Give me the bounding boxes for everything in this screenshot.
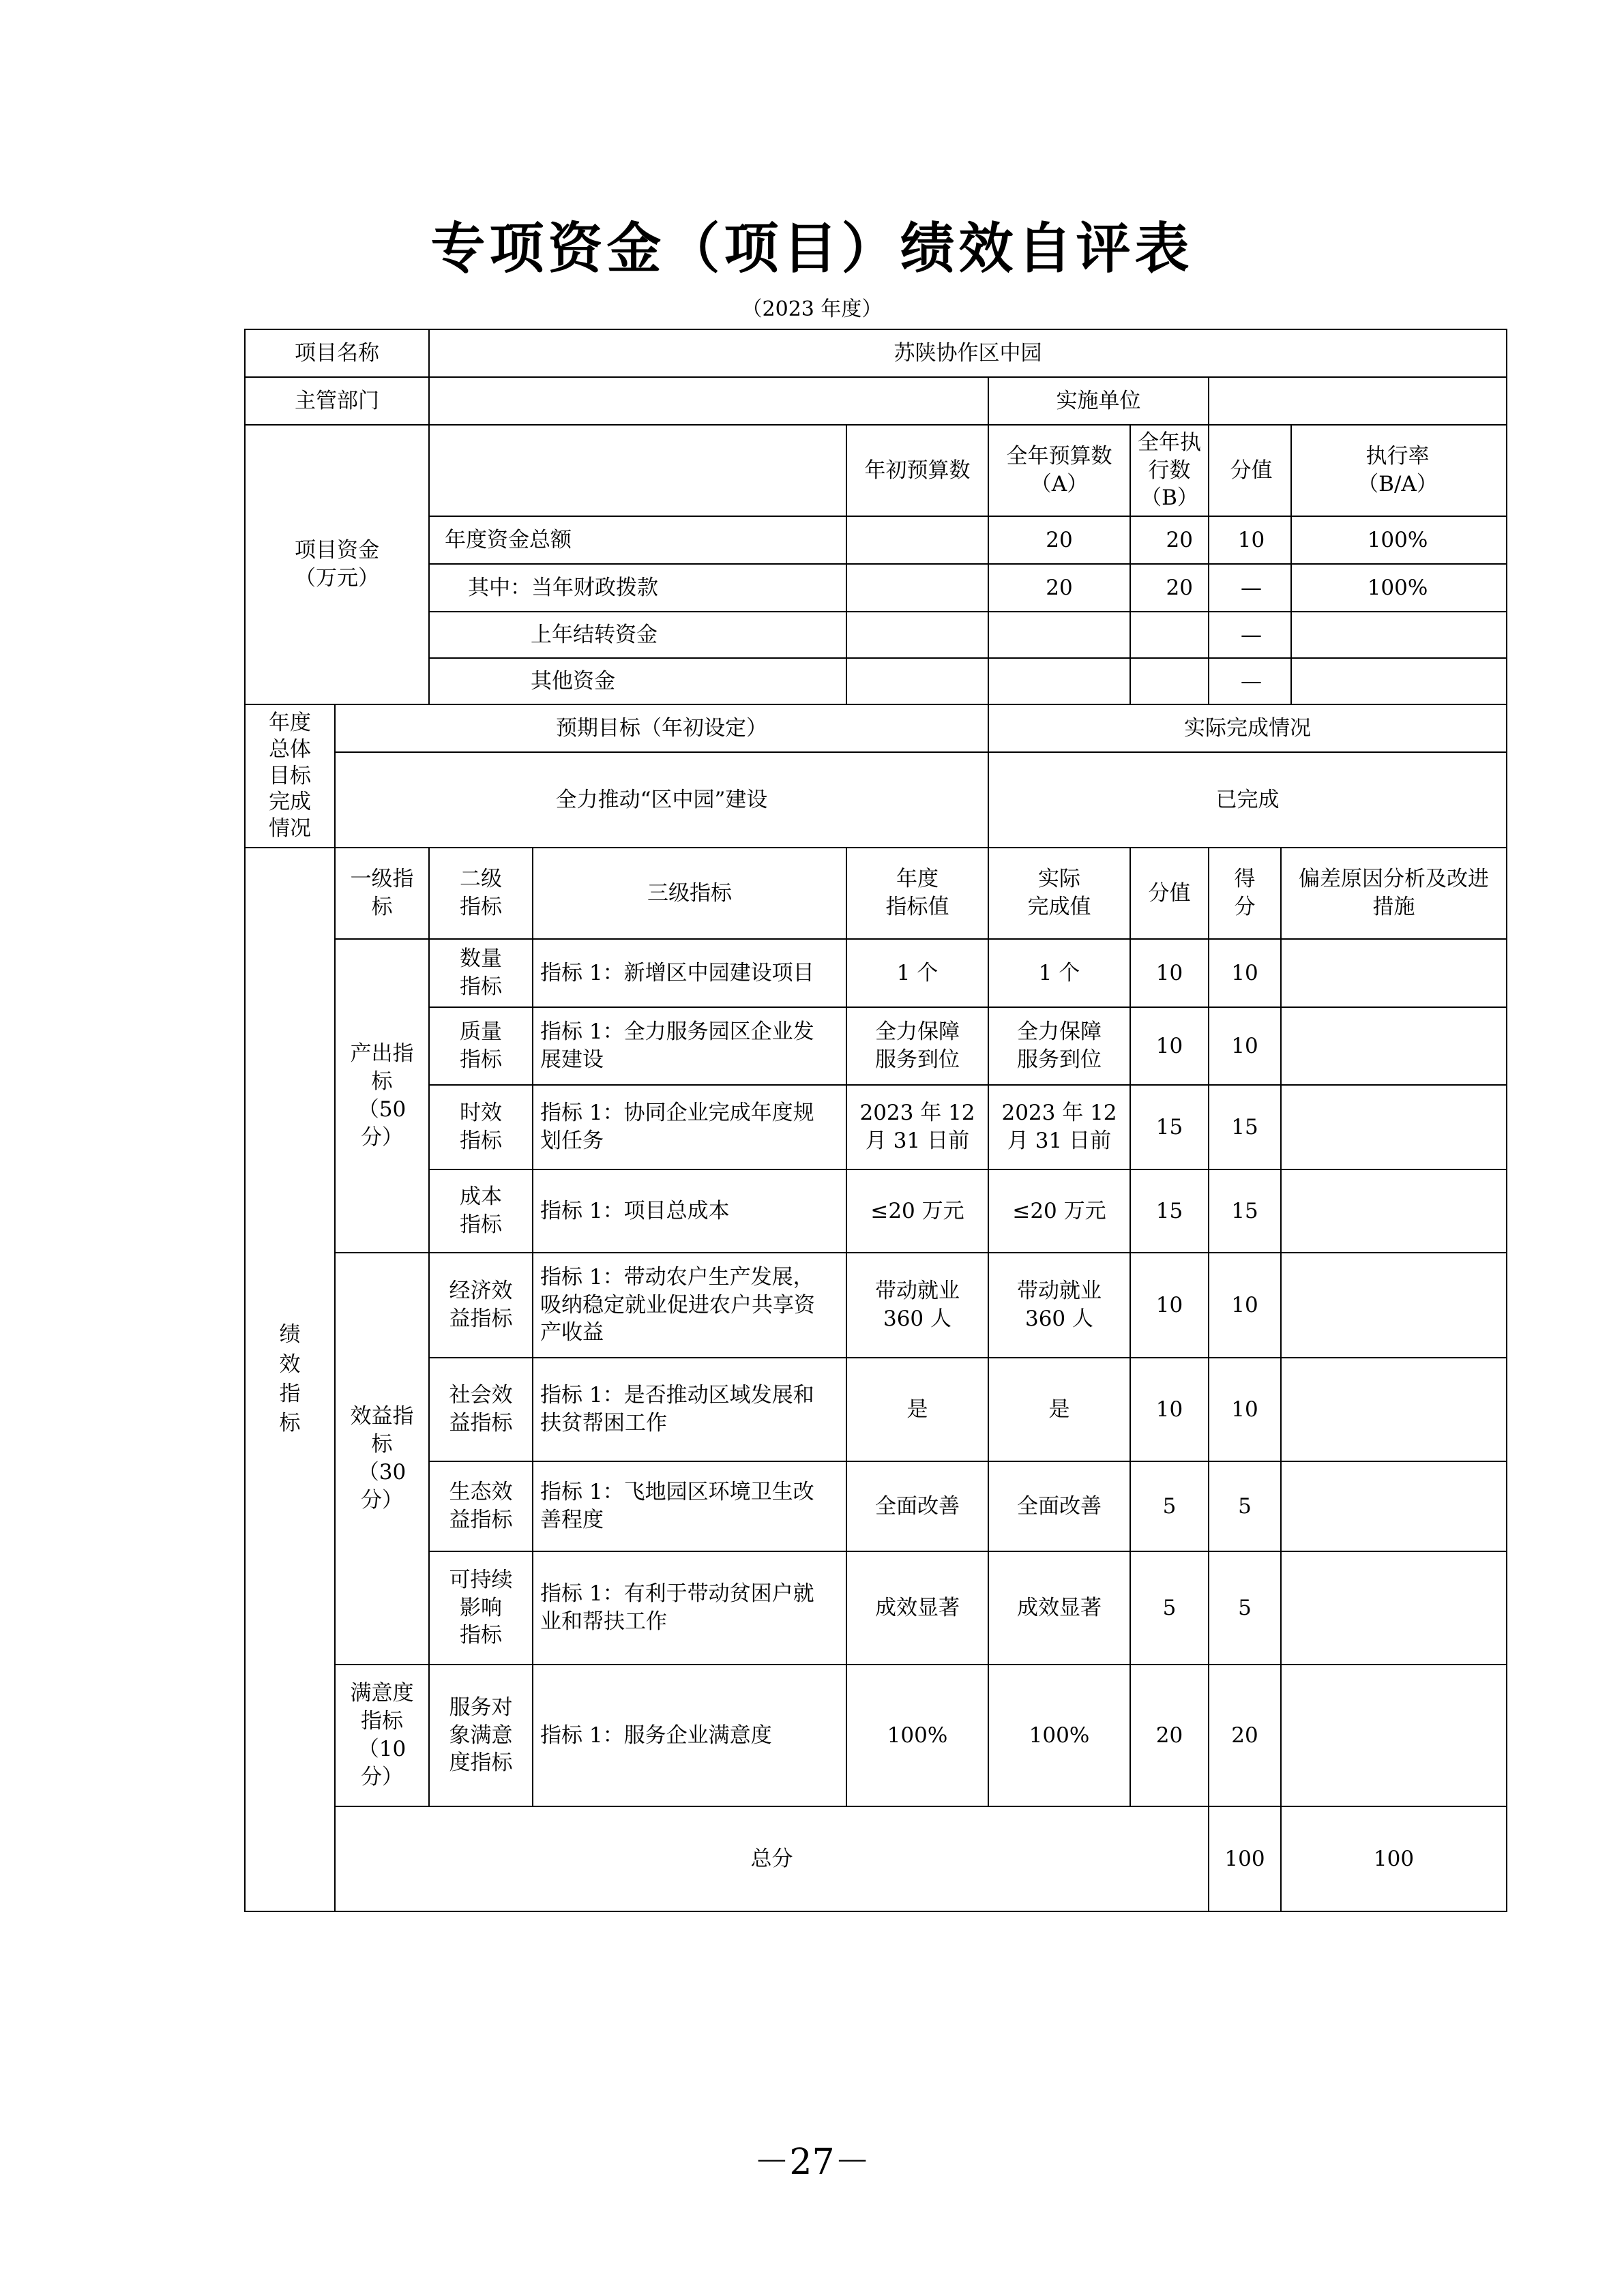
table-row: [245, 1253, 1507, 1358]
report-year: （2023 年度）: [741, 297, 883, 321]
funds-header-blank: [429, 425, 846, 516]
perf-label: 绩 效 指 标: [245, 848, 335, 1911]
perf-row-weight: 20: [1130, 1665, 1209, 1806]
perf-row-score: 5: [1209, 1551, 1281, 1665]
perf-row-analysis: [1281, 1007, 1507, 1085]
funds-row-budget: [988, 612, 1130, 658]
funds-row-exec: 20: [1130, 516, 1209, 564]
funds-row-weight-rate: [1209, 612, 1507, 658]
perf-row-level2: 质量 指标: [429, 1007, 533, 1085]
perf-row-level3: 指标 1：是否推动区域发展和 扶贫帮困工作: [533, 1358, 846, 1461]
impl-value: [1209, 377, 1507, 425]
funds-row-label: 年度资金总额: [429, 516, 846, 564]
funds-row-weight: —: [1212, 659, 1291, 704]
perf-row-actual: 100%: [988, 1665, 1130, 1806]
perf-row-actual: 是: [988, 1358, 1130, 1461]
perf-row-target: 2023 年 12 月 31 日前: [846, 1085, 988, 1169]
perf-row-score: 10: [1209, 1358, 1281, 1461]
perf-row-target: 100%: [846, 1665, 988, 1806]
funds-row-initial: [846, 658, 988, 704]
perf-row-target: 是: [846, 1358, 988, 1461]
funds-label-line1: 项目资金: [295, 538, 379, 563]
perf-header-level2: 二级 指标: [429, 848, 533, 939]
funds-row-weight-rate: [1209, 658, 1507, 704]
perf-row-weight: 10: [1130, 1358, 1209, 1461]
funds-row-rate: [1291, 612, 1503, 657]
table-row: [245, 564, 1507, 612]
funds-row-weight: —: [1212, 612, 1291, 657]
funds-row-weight: —: [1212, 565, 1291, 611]
perf-header-level3: 三级指标: [533, 848, 846, 939]
perf-row-target: 1 个: [846, 939, 988, 1007]
perf-row-level2: 社会效 益指标: [429, 1358, 533, 1461]
perf-row-analysis: [1281, 1551, 1507, 1665]
perf-row-analysis: [1281, 939, 1507, 1007]
perf-row-weight: 10: [1130, 1007, 1209, 1085]
page-title: 专项资金（项目）绩效自评表: [430, 216, 1194, 280]
perf-row-actual: 2023 年 12 月 31 日前: [988, 1085, 1130, 1169]
perf-row-analysis: [1281, 1253, 1507, 1358]
funds-header-rate: 执行率 （B/A）: [1357, 444, 1438, 496]
perf-row-target: 全力保障 服务到位: [846, 1007, 988, 1085]
perf-row-level2: 服务对 象满意 度指标: [429, 1665, 533, 1806]
perf-row-level2: 成本 指标: [429, 1169, 533, 1253]
goal-expected-header: 预期目标（年初设定）: [335, 704, 988, 752]
perf-row-target: 带动就业 360 人: [846, 1253, 988, 1358]
perf-row-score: 15: [1209, 1169, 1281, 1253]
perf-row-actual: 成效显著: [988, 1551, 1130, 1665]
dept-label: 主管部门: [245, 377, 429, 425]
perf-row-level3: 指标 1：有利于带动贫困户就 业和帮扶工作: [533, 1551, 846, 1665]
goal-actual-header: 实际完成情况: [988, 704, 1507, 752]
funds-header-weight: [1209, 425, 1507, 516]
funds-row-weight-rate: [1209, 516, 1507, 564]
perf-row-weight: 5: [1130, 1551, 1209, 1665]
project-name-label: 项目名称: [245, 329, 429, 377]
row-perf-header: [245, 848, 1507, 939]
row-goal-values: [245, 752, 1507, 848]
funds-label: [245, 425, 429, 704]
funds-header-weight-cell: 分值: [1212, 426, 1291, 516]
perf-row-level3: 指标 1：飞地园区环境卫生改 善程度: [533, 1461, 846, 1551]
perf-row-analysis: [1281, 1085, 1507, 1169]
perf-row-weight: 10: [1130, 939, 1209, 1007]
funds-row-rate: 100%: [1367, 575, 1428, 600]
funds-row-rate: 100%: [1367, 527, 1428, 552]
table-row: [245, 1461, 1507, 1551]
funds-row-initial: [846, 516, 988, 564]
perf-row-level3: 指标 1：协同企业完成年度规 划任务: [533, 1085, 846, 1169]
goal-label: 年度 总体 目标 完成 情况: [245, 704, 335, 848]
perf-row-score: 20: [1209, 1665, 1281, 1806]
funds-row-rate: [1291, 659, 1503, 704]
table-row: [245, 516, 1507, 564]
total-score: 100: [1281, 1806, 1507, 1911]
funds-row-weight-rate: [1209, 564, 1507, 612]
funds-row-exec: 20: [1130, 564, 1209, 612]
perf-group-benefit: 效益指 标 （30 分）: [335, 1253, 429, 1665]
perf-row-level3: 指标 1：新增区中园建设项目: [533, 939, 846, 1007]
perf-row-weight: 10: [1130, 1253, 1209, 1358]
funds-row-exec: [1130, 612, 1209, 658]
perf-group-satisfaction: 满意度 指标 （10 分）: [335, 1665, 429, 1806]
perf-row-analysis: [1281, 1665, 1507, 1806]
perf-row-actual: 1 个: [988, 939, 1130, 1007]
table-row: [245, 1665, 1507, 1806]
perf-row-level2: 数量 指标: [429, 939, 533, 1007]
funds-row-label: 上年结转资金: [429, 612, 846, 658]
funds-row-exec: [1130, 658, 1209, 704]
perf-row-analysis: [1281, 1358, 1507, 1461]
perf-row-target: 成效显著: [846, 1551, 988, 1665]
impl-label: 实施单位: [988, 377, 1209, 425]
funds-row-budget: 20: [988, 564, 1130, 612]
table-row: [245, 1085, 1507, 1169]
goal-actual-value: 已完成: [988, 752, 1507, 848]
project-name-value: 苏陕协作区中园: [429, 329, 1507, 377]
perf-row-level3: 指标 1：项目总成本: [533, 1169, 846, 1253]
row-funds-header: [245, 425, 1507, 516]
perf-row-actual: ≤20 万元: [988, 1169, 1130, 1253]
perf-row-weight: 15: [1130, 1169, 1209, 1253]
perf-row-weight: 5: [1130, 1461, 1209, 1551]
perf-row-score: 10: [1209, 939, 1281, 1007]
perf-row-level2: 生态效 益指标: [429, 1461, 533, 1551]
self-evaluation-table: [244, 329, 1507, 1912]
table-row: [245, 1358, 1507, 1461]
perf-row-analysis: [1281, 1461, 1507, 1551]
perf-group-output: 产出指 标 （50 分）: [335, 939, 429, 1253]
table-row: [245, 658, 1507, 704]
perf-row-weight: 15: [1130, 1085, 1209, 1169]
perf-row-target: ≤20 万元: [846, 1169, 988, 1253]
funds-label-line2: （万元）: [295, 566, 379, 591]
funds-row-initial: [846, 564, 988, 612]
dept-value: [429, 377, 988, 425]
funds-row-budget: 20: [988, 516, 1130, 564]
perf-row-actual: 全面改善: [988, 1461, 1130, 1551]
perf-row-target: 全面改善: [846, 1461, 988, 1551]
goal-expected-value: 全力推动“区中园”建设: [335, 752, 988, 848]
funds-header-exec: 全年执行数 （B）: [1130, 425, 1209, 516]
perf-row-level3: 指标 1：服务企业满意度: [533, 1665, 846, 1806]
perf-row-level2: 经济效 益指标: [429, 1253, 533, 1358]
perf-row-level2: 可持续 影响 指标: [429, 1551, 533, 1665]
row-departments: [245, 377, 1507, 425]
page-number: －27－: [754, 2142, 870, 2183]
row-goal-header: [245, 704, 1507, 752]
perf-row-score: 10: [1209, 1007, 1281, 1085]
table-row: [245, 612, 1507, 658]
total-weight: 100: [1209, 1806, 1281, 1911]
perf-header-actual: 实际 完成值: [988, 848, 1130, 939]
perf-row-actual: 全力保障 服务到位: [988, 1007, 1130, 1085]
perf-row-level2: 时效 指标: [429, 1085, 533, 1169]
funds-row-label: 其中：当年财政拨款: [429, 564, 846, 612]
row-project-name: [245, 329, 1507, 377]
perf-header-target: 年度 指标值: [846, 848, 988, 939]
funds-row-budget: [988, 658, 1130, 704]
table-row: [245, 1169, 1507, 1253]
table-row: [245, 1007, 1507, 1085]
table-row: [245, 1551, 1507, 1665]
perf-row-score: 5: [1209, 1461, 1281, 1551]
row-total: [245, 1806, 1507, 1911]
perf-row-level3: 指标 1：全力服务园区企业发 展建设: [533, 1007, 846, 1085]
perf-header-analysis: 偏差原因分析及改进 措施: [1281, 848, 1507, 939]
funds-row-label: 其他资金: [429, 658, 846, 704]
perf-row-score: 15: [1209, 1085, 1281, 1169]
perf-row-level3: 指标 1：带动农户生产发展， 吸纳稳定就业促进农户共享资 产收益: [533, 1253, 846, 1358]
perf-row-score: 10: [1209, 1253, 1281, 1358]
perf-row-analysis: [1281, 1169, 1507, 1253]
funds-header-initial: 年初预算数: [846, 425, 988, 516]
perf-row-actual: 带动就业 360 人: [988, 1253, 1130, 1358]
funds-header-budget: 全年预算数 （A）: [988, 425, 1130, 516]
funds-row-weight: 10: [1212, 517, 1291, 563]
funds-row-initial: [846, 612, 988, 658]
perf-header-score: 得 分: [1209, 848, 1281, 939]
perf-header-weight: 分值: [1130, 848, 1209, 939]
perf-header-level1: 一级指 标: [335, 848, 429, 939]
total-label: 总分: [335, 1806, 1209, 1911]
table-row: [245, 939, 1507, 1007]
